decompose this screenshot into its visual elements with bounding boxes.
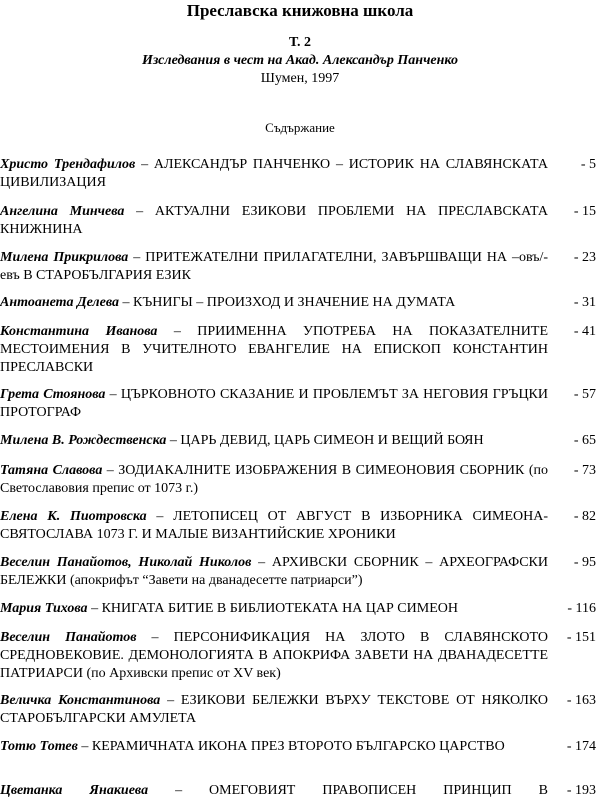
entry-author: Милена Прикрилова <box>0 250 129 265</box>
entry-author: Веселин Панайотов, Николай Николов <box>0 555 252 570</box>
entry-page-number: - 82 <box>573 509 596 524</box>
entry-author: Грета Стоянова <box>0 387 106 402</box>
entry-title: – ПРИТЕЖАТЕЛНИ ПРИЛАГАТЕЛНИ, ЗАВЪРШВАЩИ НА –овъ/-евъ В СТАРОБЪЛГАРИЯ ЕЗИК <box>0 250 549 283</box>
entry-text <box>0 462 548 498</box>
entry-page-number: - 163 <box>566 693 596 708</box>
entry-page-number: - 65 <box>573 433 596 448</box>
entry-text <box>0 323 548 377</box>
entry-author: Христо Трендафилов <box>0 157 136 172</box>
entry-title: – ЕЗИКОВИ БЕЛЕЖКИ ВЪРХУ ТЕКСТОВЕ ОТ НЯКОЛКО СТАРОБЪЛГАРСКИ АМУЛЕТА <box>0 693 548 726</box>
imprint: Шумен, 1997 <box>260 71 340 86</box>
entry-author: Мария Тихова <box>0 601 88 616</box>
volume-number: Т. 2 <box>289 35 311 50</box>
entry-page-number: - 95 <box>573 555 596 570</box>
entry-page-number: - 151 <box>566 630 596 645</box>
entry-text <box>0 629 548 683</box>
series-title: Преславска книжовна школа <box>186 1 414 20</box>
entry-title: – ПРИИМЕННА УПОТРЕБА НА ПОКАЗАТЕЛНИТЕ МЕСТОИМЕНИЯ В УЧИТЕЛНОТО ЕВАНГЕЛИЕ НА ЕПИСКОП КОНСТАНТИН ПРЕСЛАВСКИ <box>0 324 548 375</box>
entry-page-number: - 57 <box>573 387 596 402</box>
entry-title: – КЕРАМИЧНАТА ИКОНА ПРЕЗ ВТОРОТО БЪЛГАРСКО ЦАРСТВО <box>77 739 505 754</box>
entry-author: Елена К. Пиотровска <box>0 509 147 524</box>
entry-text <box>0 738 548 756</box>
entry-text <box>0 294 548 312</box>
entry-text <box>0 249 548 285</box>
entry-author: Милена В. Рождественска <box>0 433 167 448</box>
entry-title: – ЛЕТОПИСЕЦ ОТ АВГУСТ В ИЗБОРНИКА СИМЕОНА-СВЯТОСЛАВА 1073 Г. И МАЛЫЕ ВИЗАНТИЙСКИЕ ХРОНИКИ <box>0 509 548 542</box>
entry-title: – АРХИВСКИ СБОРНИК – АРХЕОГРАФСКИ БЕЛЕЖКИ (апокрифът “Завети на дванадесетте патриарси”) <box>0 555 549 588</box>
entry-title: – ЗОДИАКАЛНИТЕ ИЗОБРАЖЕНИЯ В СИМЕОНОВИЯ СБОРНИК (по Светославовия препис от 1073 г.) <box>0 463 548 496</box>
entry-author: Антоанета Делева <box>0 295 119 310</box>
entry-title: – ЦЪРКОВНОТО СКАЗАНИЕ И ПРОБЛЕМЪТ ЗА НЕГОВИЯ ГРЪЦКИ ПРОТОГРАФ <box>0 387 548 420</box>
entry-author: Цветанка Янакиева <box>0 783 149 798</box>
volume-subtitle: Изследвания в чест на Акад. Александър Панченко <box>142 53 458 68</box>
entry-title: – ПЕРСОНИФИКАЦИЯ НА ЗЛОТО В СЛАВЯНСКОТО СРЕДНОВЕКОВИЕ. ДЕМОНОЛОГИЯТА В АПОКРИФА ЗАВЕТИ НА ДВАНАДЕСЕТТЕ ПАТРИАРСИ (по Архивски препис от XV век) <box>0 630 548 681</box>
entry-title: – ОМЕГОВИЯТ ПРАВОПИСЕН ПРИНЦИП В <box>148 783 548 798</box>
entry-text <box>0 554 548 590</box>
entry-page-number: - 41 <box>573 324 596 339</box>
entry-text <box>0 386 548 422</box>
entry-author: Величка Константинова <box>0 693 161 708</box>
entry-title: – ЦАРЬ ДЕВИД, ЦАРЬ СИМЕОН И ВЕЩИЙ БОЯН <box>166 433 484 448</box>
contents-heading: Съдържание <box>265 120 335 135</box>
entry-page-number: - 193 <box>566 783 596 798</box>
entry-page-number: - 31 <box>573 295 596 310</box>
entry-page-number: - 15 <box>573 204 596 219</box>
entry-text <box>0 203 548 239</box>
entry-page-number: - 174 <box>566 739 596 754</box>
entry-title: – КНИГАТА БИТИЕ В БИБЛИОТЕКАТА НА ЦАР СИМЕОН <box>87 601 458 616</box>
entry-page-number: - 5 <box>580 157 596 172</box>
entry-text <box>0 782 548 800</box>
entry-title: – АЛЕКСАНДЪР ПАНЧЕНКО – ИСТОРИК НА СЛАВЯНСКАТА ЦИВИЛИЗАЦИЯ <box>0 157 548 190</box>
entry-text <box>0 432 548 450</box>
entry-author: Тотю Тотев <box>0 739 78 754</box>
entry-page-number: - 116 <box>567 601 596 616</box>
entry-author: Константина Иванова <box>0 324 158 339</box>
entry-text <box>0 600 548 618</box>
entry-author: Веселин Панайотов <box>0 630 137 645</box>
entry-page-number: - 23 <box>573 250 596 265</box>
entry-text <box>0 156 548 192</box>
entry-title: – АКТУАЛНИ ЕЗИКОВИ ПРОБЛЕМИ НА ПРЕСЛАВСКАТА КНИЖНИНА <box>0 204 548 237</box>
entry-author: Ангелина Минчева <box>0 204 125 219</box>
entry-title: – КЪНИГЫ – ПРОИЗХОД И ЗНАЧЕНИЕ НА ДУМАТА <box>119 295 456 310</box>
entry-author: Татяна Славова <box>0 463 103 478</box>
entry-text <box>0 692 548 728</box>
entry-page-number: - 73 <box>573 463 596 478</box>
entry-text <box>0 508 548 544</box>
